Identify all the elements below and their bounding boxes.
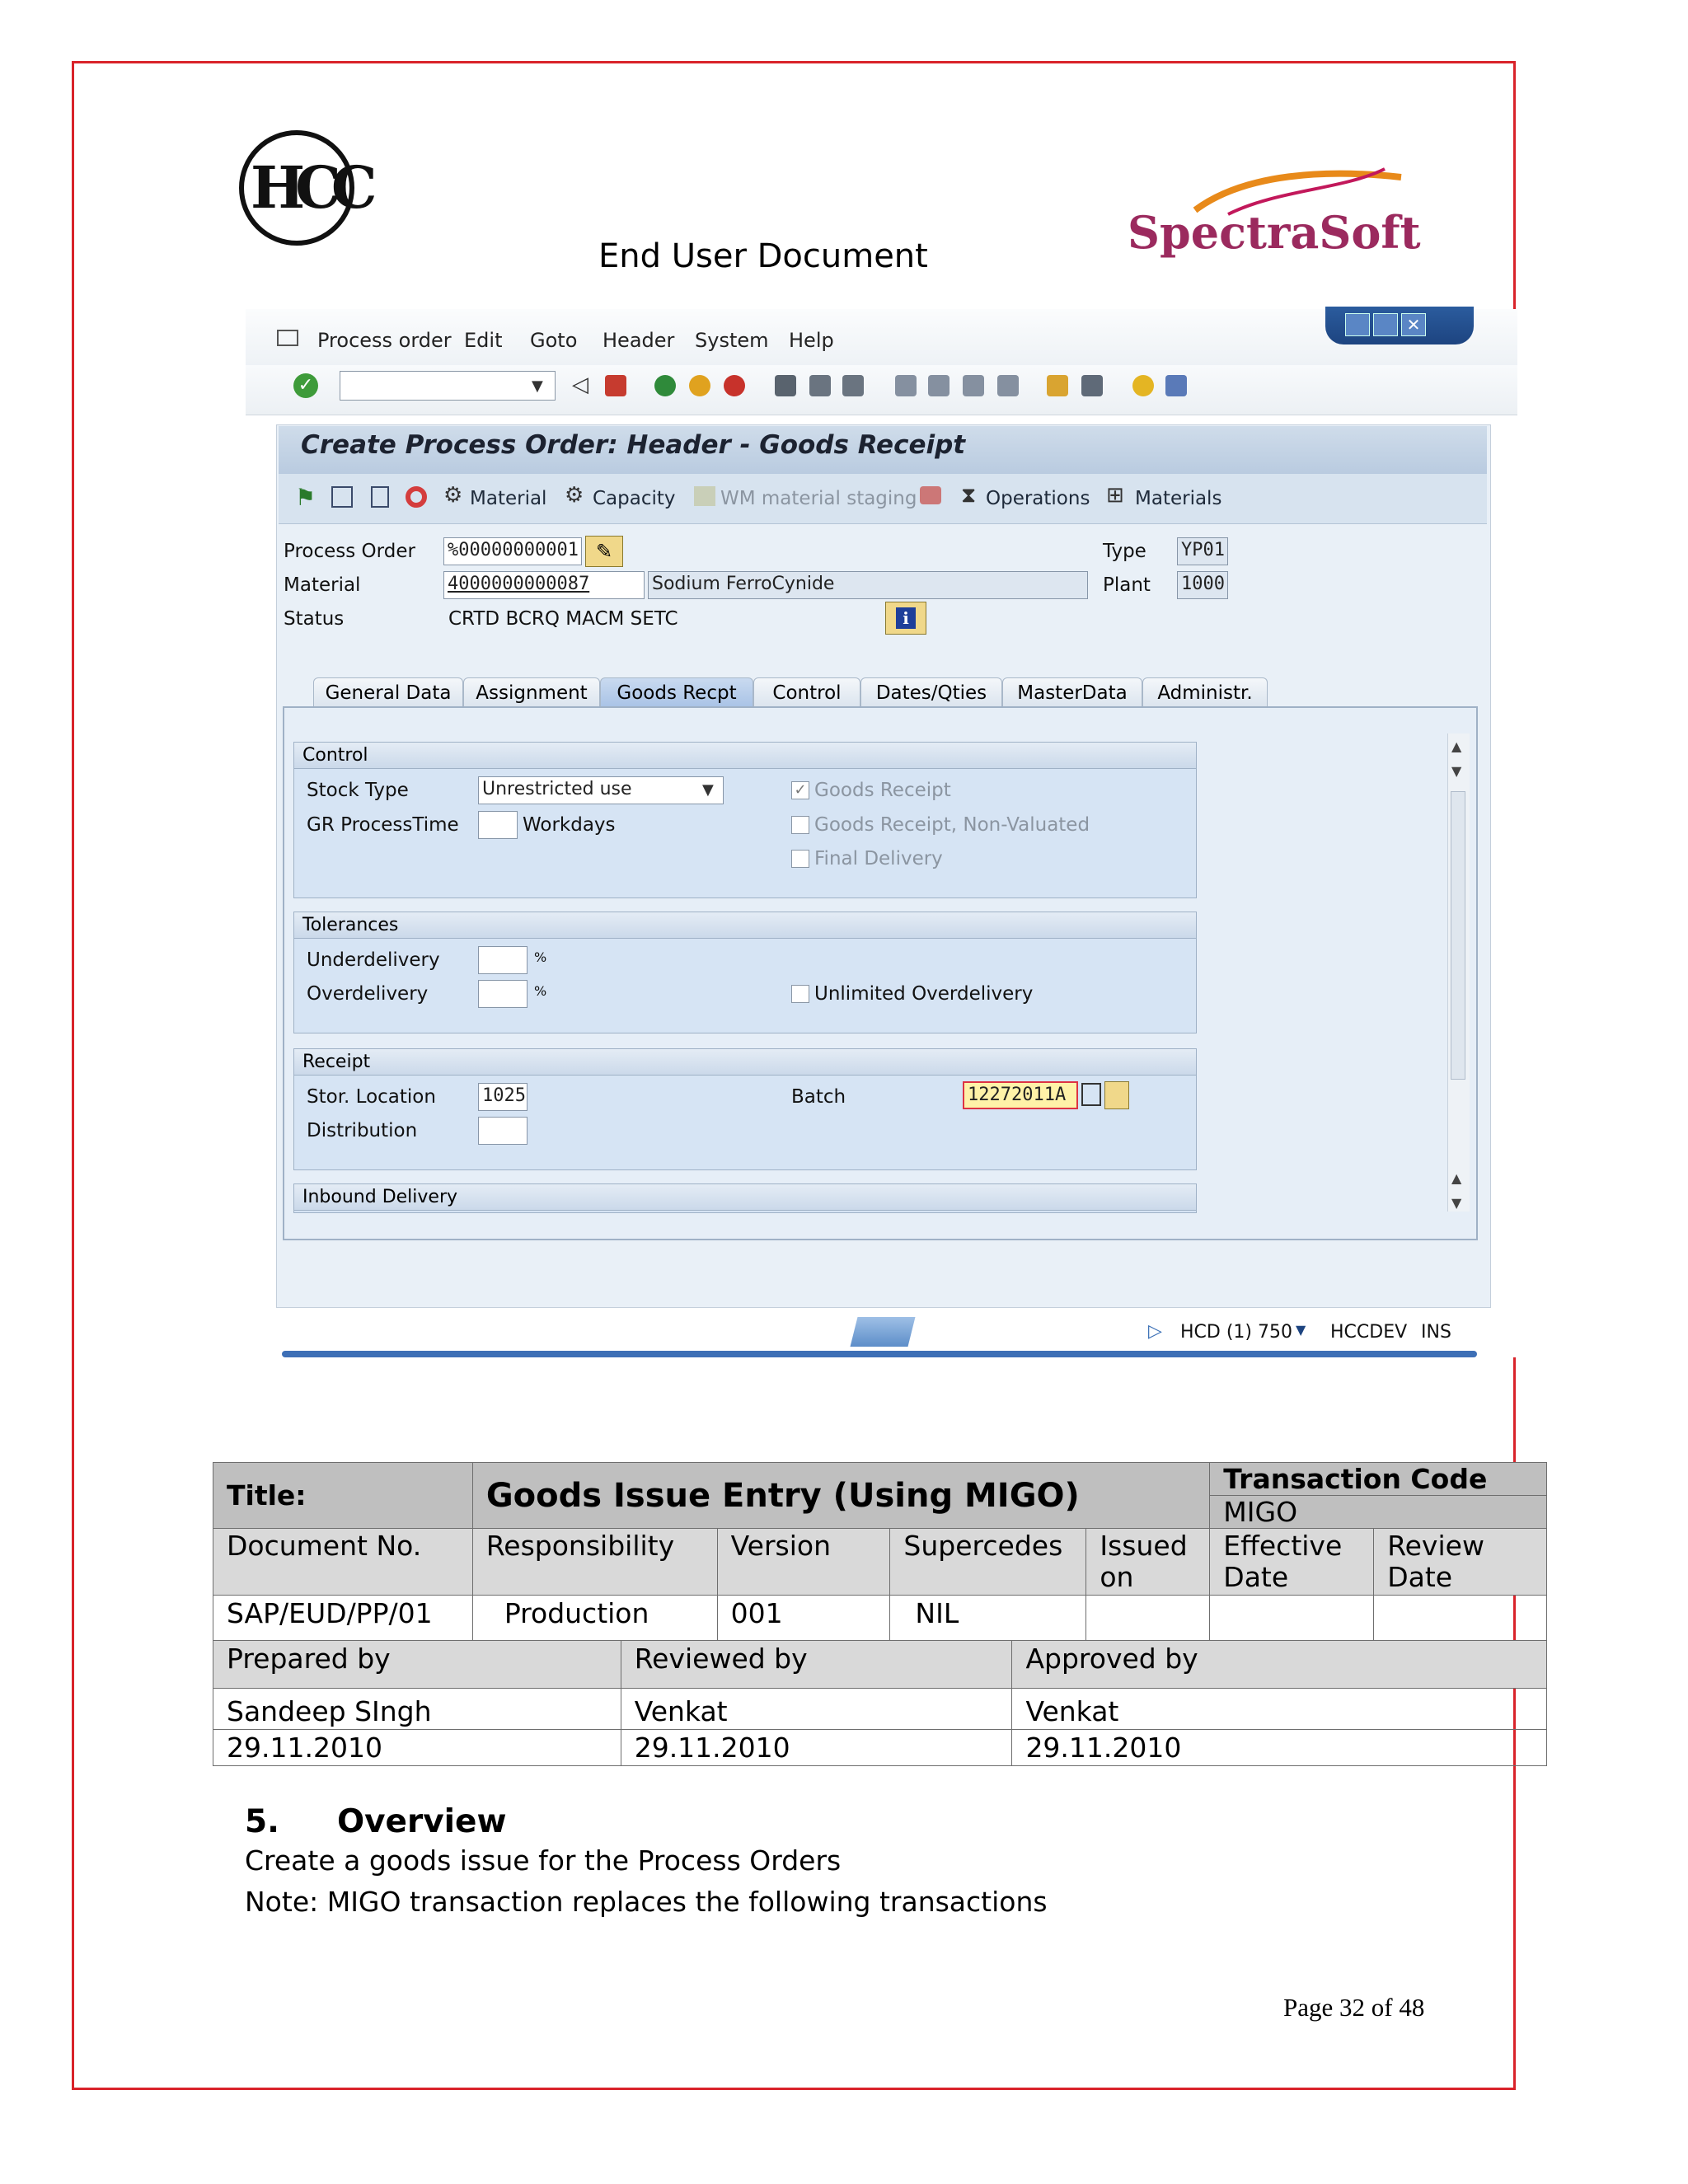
lifebuoy-icon[interactable] [406,486,427,508]
goods-receipt-checkbox: ✓ [791,781,809,799]
workdays-unit: Workdays [523,814,616,836]
plant-label: Plant [1103,574,1151,596]
supercedes-value: NIL [890,1596,1086,1642]
tab-assignment[interactable]: Assignment [463,677,600,707]
goods-receipt-nv-label: Goods Receipt, Non-Valuated [814,814,1090,836]
inbound-delivery-group [293,1183,1197,1213]
effective-date-header: Effective Date [1210,1529,1374,1596]
scroll-page-down-icon[interactable]: ▼ [1451,1195,1462,1211]
menu-system[interactable]: System [695,329,769,352]
version-header: Version [717,1529,890,1596]
material-field[interactable]: 4000000000087 [443,571,645,599]
batch-label: Batch [791,1086,846,1108]
goods-receipt-nv-checkbox [791,816,809,834]
material-button[interactable]: Material [470,488,547,509]
scroll-down-icon[interactable]: ▼ [1451,763,1462,779]
back-green-icon[interactable] [654,375,676,396]
stock-type-dropdown-icon[interactable]: ▼ [702,781,714,799]
material-label: Material [284,574,361,596]
capacity-button[interactable]: Capacity [593,488,676,509]
inbound-delivery-group-title: Inbound Delivery [294,1184,1196,1211]
tcode-label: Transaction Code [1210,1463,1547,1496]
release-flag-icon[interactable]: ⚑ [295,484,316,511]
final-delivery-label: Final Delivery [814,848,943,869]
control-group-title: Control [294,743,1196,769]
status-label: Status [284,608,345,630]
calculator-icon[interactable] [371,486,389,508]
insert-mode: INS [1421,1322,1451,1343]
prepared-by-header: Prepared by [213,1641,621,1689]
scroll-thumb[interactable] [1451,791,1465,1080]
unlimited-overdelivery-label: Unlimited Overdelivery [814,983,1034,1005]
document-info-table [213,1462,1547,1642]
info-icon: i [896,607,916,629]
new-session-icon[interactable] [1047,375,1068,396]
approval-table [213,1640,1547,1766]
menu-header[interactable]: Header [603,329,675,352]
page-number: Page 32 of 48 [1283,1993,1425,2022]
enter-check-icon[interactable]: ✓ [293,373,318,398]
review-date-header: Review Date [1374,1529,1547,1596]
spectrasoft-logo: SpectraSoft [1128,206,1421,259]
title-label: Title: [213,1463,473,1529]
operations-button[interactable]: Operations [986,488,1090,509]
approved-by-header: Approved by [1012,1641,1547,1689]
materials-button[interactable]: Materials [1135,488,1222,509]
hcc-logo: HCC [239,130,354,246]
distribution-label: Distribution [307,1120,418,1141]
scroll-up-icon[interactable]: ▲ [1451,738,1462,754]
type-field: YP01 [1177,537,1228,565]
menu-process-order[interactable]: Process order [317,329,452,352]
menu-goto[interactable]: Goto [530,329,578,352]
menu-help[interactable]: Help [789,329,834,352]
reviewed-by-header: Reviewed by [621,1641,1012,1689]
underdelivery-label: Underdelivery [307,949,440,971]
materials-icon[interactable]: ⊞ [1106,483,1124,508]
version-value: 001 [717,1596,890,1642]
help-icon[interactable] [1132,375,1154,396]
underdelivery-field[interactable] [478,946,528,974]
save-icon[interactable] [605,375,626,396]
batch-new-icon[interactable] [1104,1081,1129,1109]
prepared-date: 29.11.2010 [213,1730,621,1766]
section-title: Overview [336,1803,507,1840]
edit-pencil-icon[interactable]: ✎ [585,536,623,567]
tolerances-group-title: Tolerances [294,912,1196,939]
exit-icon[interactable] [689,375,710,396]
system-dropdown-icon[interactable]: ▼ [1296,1322,1306,1338]
menu-icon[interactable] [277,330,298,346]
doc-no-value: SAP/EUD/PP/01 [213,1596,473,1642]
document-heading: End User Document [598,237,928,275]
minimize-icon[interactable] [1345,313,1370,336]
material-description: Sodium FerroCynide [648,571,1088,599]
wm-material-staging-button: WM material staging [720,488,917,509]
stamp-icon[interactable] [920,486,941,504]
back-icon[interactable]: ◁ [572,373,588,397]
command-dropdown-icon[interactable]: ▼ [532,377,543,395]
tab-control[interactable]: Control [753,677,860,707]
cancel-icon[interactable] [724,375,745,396]
batch-field[interactable]: 12272011A [963,1081,1078,1109]
review-date-value [1374,1596,1547,1642]
issued-on-header: Issued on [1086,1529,1210,1596]
stock-type-select[interactable]: Unrestricted use [478,776,724,804]
find-next-icon[interactable] [842,375,864,396]
responsibility-value: Production [472,1596,717,1642]
tab-goods-recpt[interactable]: Goods Recpt [600,677,753,707]
stor-location-label: Stor. Location [307,1086,436,1108]
tab-general-data[interactable]: General Data [313,677,463,707]
responsibility-header: Responsibility [472,1529,717,1596]
issued-on-value [1086,1596,1210,1642]
tab-dates-qties[interactable]: Dates/Qties [860,677,1002,707]
copy-icon[interactable] [331,486,353,508]
reviewed-by-name: Venkat [621,1689,1012,1730]
status-bar-accent [282,1351,1477,1357]
receipt-group [293,1048,1197,1170]
section-number: 5. [245,1803,279,1840]
tab-administr[interactable]: Administr. [1142,677,1268,707]
overview-line-1: Create a goods issue for the Process Orders [245,1844,842,1877]
print-icon[interactable] [775,375,796,396]
maximize-icon[interactable] [1373,313,1398,336]
window-controls [1325,307,1474,344]
stor-location-field[interactable]: 1025 [478,1083,528,1111]
wm-staging-icon [694,486,715,506]
approved-date: 29.11.2010 [1012,1730,1547,1766]
doc-no-header: Document No. [213,1529,473,1596]
first-page-icon[interactable] [895,375,917,396]
supercedes-header: Supercedes [890,1529,1086,1596]
status-value: CRTD BCRQ MACM SETC [448,608,678,630]
reviewed-date: 29.11.2010 [621,1730,1012,1766]
capacity-icon[interactable]: ⚙ [565,483,584,508]
status-expand-icon[interactable]: ▷ [1148,1321,1162,1342]
next-page-icon[interactable] [963,375,984,396]
gr-processtime-field[interactable] [478,811,518,839]
find-icon[interactable] [809,375,831,396]
overview-line-2: Note: MIGO transaction replaces the following transactions [245,1886,1048,1918]
gr-processtime-label: GR ProcessTime [307,814,459,836]
final-delivery-checkbox [791,850,809,868]
tcode-value: MIGO [1210,1496,1547,1529]
prepared-by-name: Sandeep SIngh [213,1689,621,1730]
overdelivery-label: Overdelivery [307,983,429,1005]
material-icon[interactable]: ⚙ [443,483,463,508]
plant-field: 1000 [1177,571,1228,599]
receipt-group-title: Receipt [294,1049,1196,1076]
tolerances-group [293,912,1197,1033]
tab-masterdata[interactable]: MasterData [1002,677,1142,707]
document-title: Goods Issue Entry (Using MIGO) [472,1463,1209,1529]
type-label: Type [1103,541,1146,562]
process-order-label: Process Order [284,541,415,562]
operations-icon[interactable]: ⧗ [961,483,977,508]
menu-edit[interactable]: Edit [464,329,503,352]
overdelivery-percent: % [534,983,547,999]
approved-by-name: Venkat [1012,1689,1547,1730]
stock-type-label: Stock Type [307,780,409,801]
scroll-page-up-icon[interactable]: ▲ [1451,1170,1462,1186]
screen-title: Create Process Order: Header - Goods Receipt [301,430,966,460]
status-info-icon[interactable] [885,602,926,635]
previous-page-icon[interactable] [928,375,950,396]
unlimited-overdelivery-checkbox[interactable] [791,985,809,1003]
batch-copy-icon[interactable] [1081,1083,1101,1106]
effective-date-value [1210,1596,1374,1642]
overdelivery-field[interactable] [478,980,528,1008]
underdelivery-percent: % [534,949,547,965]
distribution-field[interactable] [478,1117,528,1145]
last-page-icon[interactable] [997,375,1019,396]
goods-receipt-label: Goods Receipt [814,780,951,801]
layout-menu-icon[interactable] [1165,375,1187,396]
server-name: HCCDEV [1330,1322,1408,1343]
shortcut-icon[interactable] [1081,375,1103,396]
command-field[interactable] [340,371,556,401]
process-order-field[interactable]: %00000000001 [443,537,582,565]
section-heading [245,1803,506,1840]
sap-logo-icon [851,1317,916,1347]
system-info: HCD (1) 750 [1180,1322,1292,1343]
close-icon[interactable]: ✕ [1401,313,1426,336]
